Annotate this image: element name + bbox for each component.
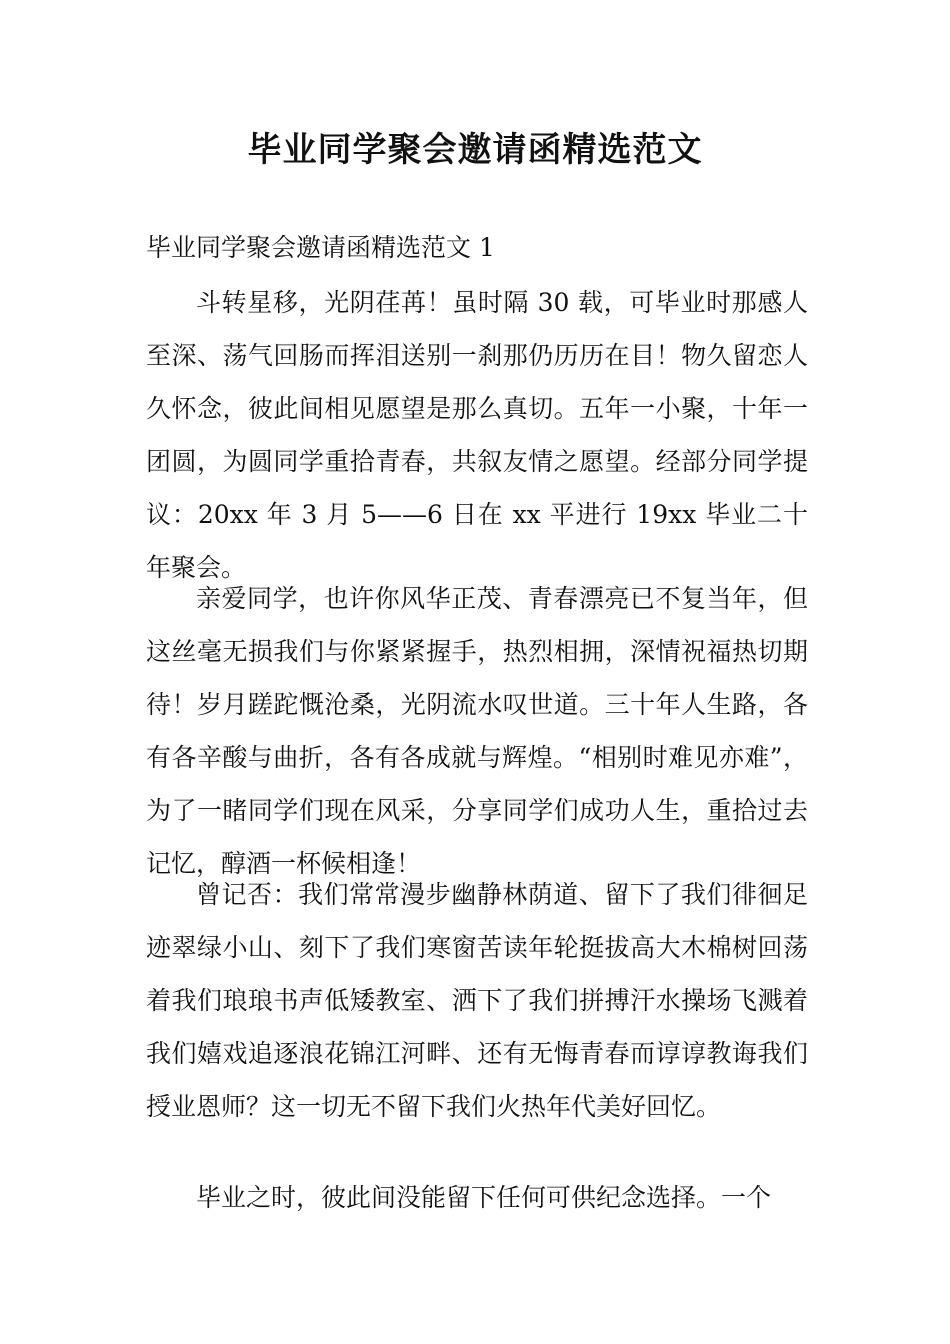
paragraph-4: 毕业之时，彼此间没能留下任何可供纪念选择。一个 [196, 1183, 772, 1212]
paragraph-3: 曾记否：我们常常漫步幽静林荫道、留下了我们徘徊足迹翠绿小山、刻下了我们寒窗苦读年轮挺拔高大木棉树回荡着我们琅琅书声低矮教室、洒下了我们拼搏汗水操场飞溅着我们嬉戏追逐浪花锦江河畔、还有无悔青春而谆谆教诲我们授业恩师？这一切无不留下我们火热年代美好回忆。 [146, 880, 808, 1121]
paragraph-1: 斗转星移，光阴荏苒！虽时隔 30 载，可毕业时那感人至深、荡气回肠而挥泪送别一刹那仍历历在目！物久留恋人久怀念，彼此间相见愿望是那么真切。五年一小聚，十年一团圆，为圆同学重拾青春，共叙友情之愿望。经部分同学提议：20xx 年 3 月 5——6 日在 xx 平进行 19xx 毕业二十年聚会。 [146, 288, 808, 582]
page-title: 毕业同学聚会邀请函精选范文 [247, 130, 703, 170]
paragraph-2: 亲爱同学，也许你风华正茂、青春漂亮已不复当年，但这丝毫无损我们与你紧紧握手，热烈相拥，深情祝福热切期待！岁月蹉跎慨沧桑，光阴流水叹世道。三十年人生路，各有各辛酸与曲折，各有各成就与辉煌。“相别时难见亦难”，为了一睹同学们现在风采，分享同学们成功人生，重拾过去记忆，醇酒一杯候相逢！ [146, 584, 808, 878]
section-heading: 毕业同学聚会邀请函精选范文 1 [146, 233, 495, 262]
